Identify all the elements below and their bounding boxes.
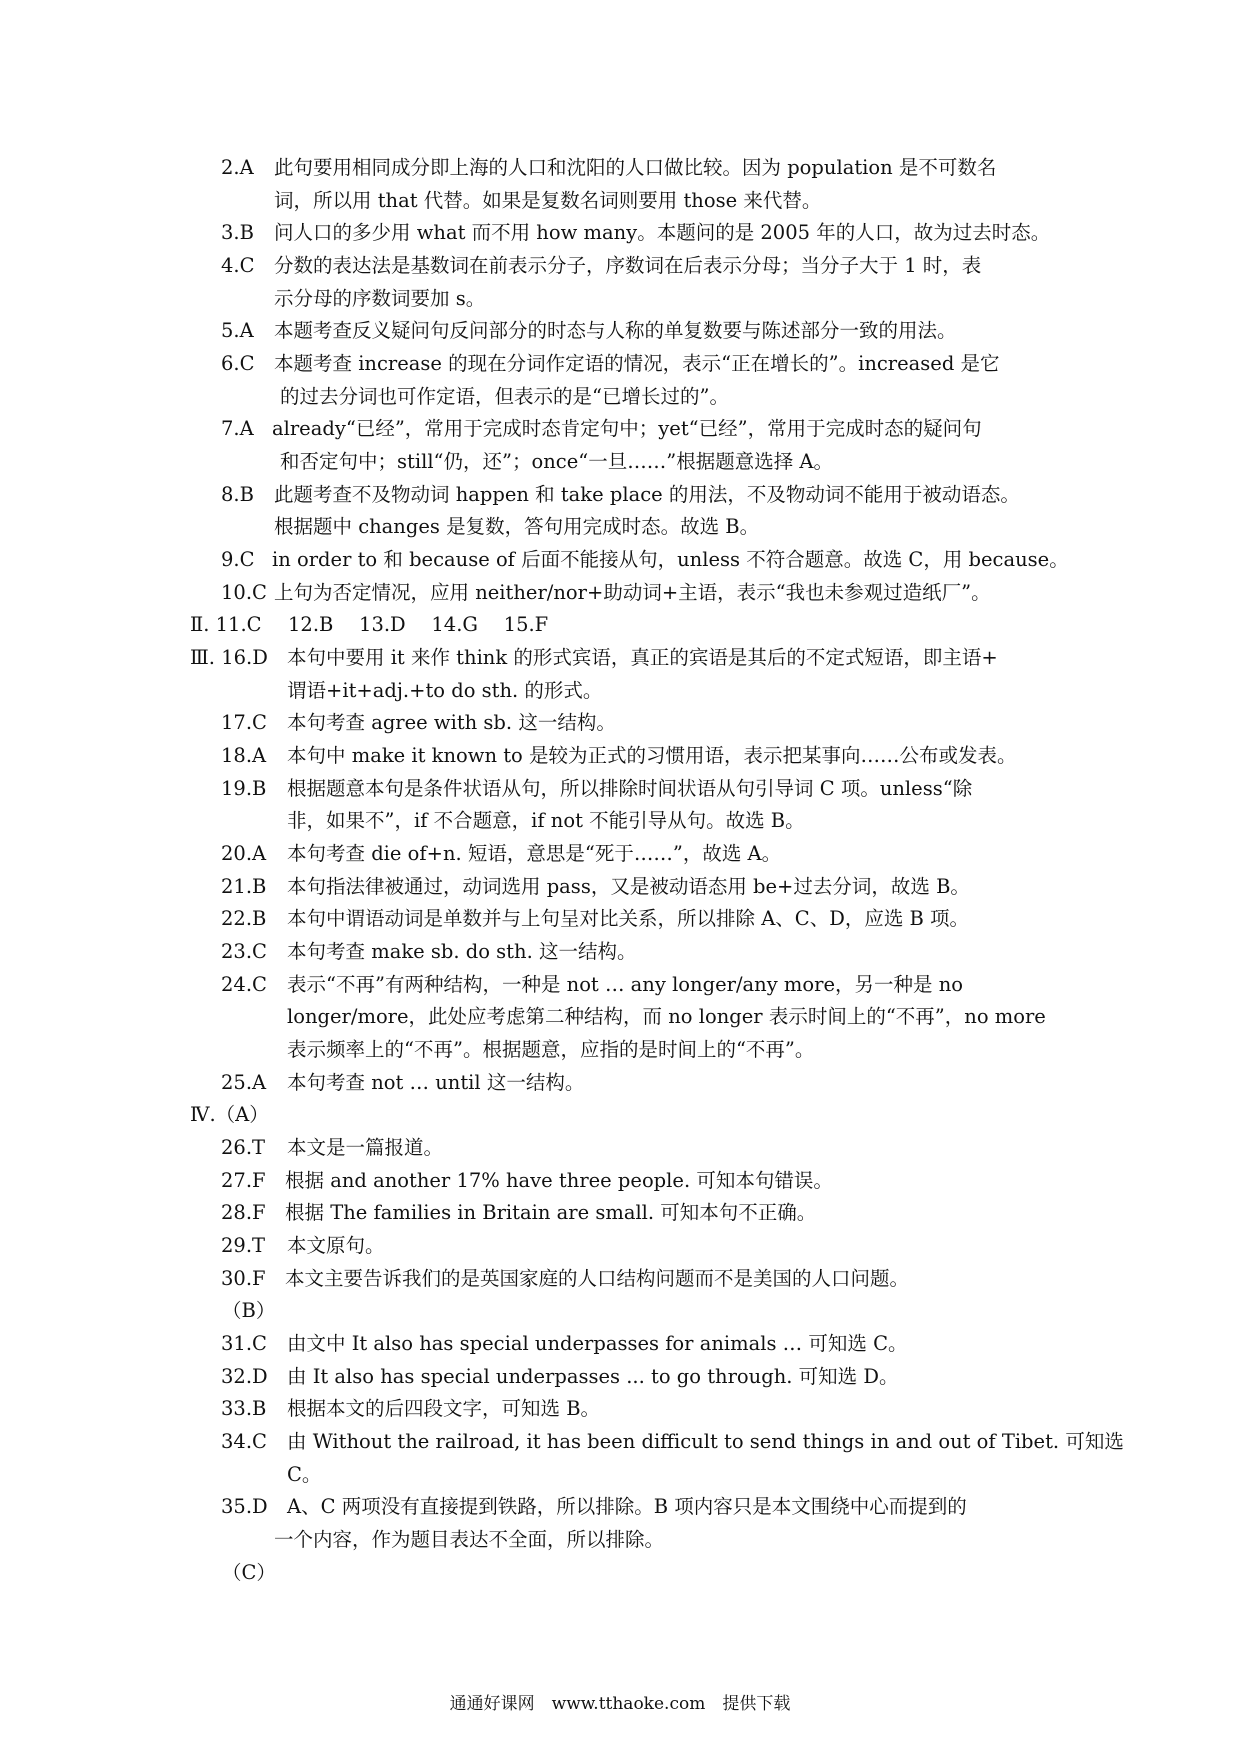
item-text: 一个内容，作为题目表达不全面，所以排除。 [274,1528,665,1551]
item-text: 本句考查 make sb. do sth. 这一结构。 [287,940,637,963]
item-text: 由 It also has special underpasses ... to go through. 可知选 D。 [287,1365,899,1388]
item-text: 根据本文的后四段文字，可知选 B。 [287,1397,601,1420]
item-text: 12.B 13.D 14.G 15.F [288,613,549,636]
item-number: 6.C [221,352,255,375]
item-text: 问人口的多少用 what 而不用 how many。本题问的是 2005 年的人口，故为过去时态。 [274,221,1051,244]
item-text: 本文主要告诉我们的是英国家庭的人口结构问题而不是美国的人口问题。 [285,1267,910,1290]
item-text: longer/more，此处应考虑第二种结构，而 no longer 表示时间上的“不再”，no more [287,1005,1046,1028]
item-number: Ⅲ. 16.D [190,646,268,669]
section-heading: Ⅳ.（A） [190,1103,269,1126]
item-text: already“已经”，常用于完成时态肯定句中；yet“已经”，常用于完成时态的疑问句 [272,417,982,440]
item-number: 19.B [221,777,267,800]
item-text: 的过去分词也可作定语，但表示的是“已增长过的”。 [280,385,729,408]
item-text: 谓语+it+adj.+to do sth. 的形式。 [287,679,603,702]
item-text: 根据 and another 17% have three people. 可知本句错误。 [285,1169,833,1192]
item-text: 本句中谓语动词是单数并与上句呈对比关系，所以排除 A、C、D，应选 B 项。 [287,907,970,930]
item-text: 本文是一篇报道。 [287,1136,444,1159]
item-number: 32.D [221,1365,268,1388]
item-text: C。 [287,1463,322,1486]
item-number: 22.B [221,907,267,930]
item-text: 本题考查 increase 的现在分词作定语的情况，表示“正在增长的”。increased 是它 [274,352,1000,375]
item-number: Ⅱ. 11.C [190,613,262,636]
item-text: 上句为否定情况，应用 neither/nor+助动词+主语，表示“我也未参观过造纸厂”。 [274,581,991,604]
item-text: 示分母的序数词要加 s。 [274,287,486,310]
item-text: 本句指法律被通过，动词选用 pass，又是被动语态用 be+过去分词，故选 B。 [287,875,970,898]
section-heading: （B） [222,1299,276,1322]
item-number: 31.C [221,1332,267,1355]
item-text: 由 Without the railroad, it has been difficult to send things in and out of Tibet. 可知选 [287,1430,1124,1453]
item-text: 根据 The families in Britain are small. 可知本句不正确。 [285,1201,817,1224]
item-number: 8.B [221,483,254,506]
item-number: 21.B [221,875,267,898]
item-number: 7.A [221,417,254,440]
item-number: 2.A [221,156,254,179]
item-number: 30.F [221,1267,266,1290]
item-text: 和否定句中；still“仍，还”；once“一旦……”根据题意选择 A。 [280,450,833,473]
item-text: 本题考查反义疑问句反问部分的时态与人称的单复数要与陈述部分一致的用法。 [274,319,957,342]
page-footer: 通通好课网 www.tthaoke.com 提供下载 [449,1694,791,1714]
item-text: 表示“不再”有两种结构，一种是 not … any longer/any more，另一种是 no [287,973,964,996]
item-number: 10.C [221,581,267,604]
item-number: 25.A [221,1071,267,1094]
item-number: 9.C [221,548,255,571]
item-number: 35.D [221,1495,268,1518]
item-number: 4.C [221,254,255,277]
item-text: 表示频率上的“不再”。根据题意，应指的是时间上的“不再”。 [287,1038,815,1061]
item-number: 20.A [221,842,267,865]
item-number: 27.F [221,1169,266,1192]
item-number: 33.B [221,1397,267,1420]
item-text: 根据题中 changes 是复数，答句用完成时态。故选 B。 [274,515,760,538]
item-text: 本文原句。 [287,1234,385,1257]
item-number: 34.C [221,1430,267,1453]
item-number: 26.T [221,1136,266,1159]
item-text: 本句中 make it known to 是较为正式的习惯用语，表示把某事向……公布或发表。 [287,744,1017,767]
item-text: 此句要用相同成分即上海的人口和沈阳的人口做比较。因为 population 是不可数名 [274,156,997,179]
item-text: 根据题意本句是条件状语从句，所以排除时间状语从句引导词 C 项。unless“除 [287,777,973,800]
item-text: 此题考查不及物动词 happen 和 take place 的用法，不及物动词不能用于被动语态。 [274,483,1020,506]
item-number: 28.F [221,1201,266,1224]
item-number: 29.T [221,1234,266,1257]
item-text: 本句考查 not … until 这一结构。 [287,1071,585,1094]
section-heading: （C） [222,1561,276,1584]
item-number: 5.A [221,319,254,342]
item-number: 17.C [221,711,267,734]
item-text: 由文中 It also has special underpasses for animals … 可知选 C。 [287,1332,908,1355]
item-number: 24.C [221,973,267,996]
item-number: 18.A [221,744,267,767]
item-text: 非，如果不”，if 不合题意，if not 不能引导从句。故选 B。 [287,809,805,832]
item-text: 本句考查 agree with sb. 这一结构。 [287,711,616,734]
item-number: 23.C [221,940,267,963]
item-text: 词，所以用 that 代替。如果是复数名词则要用 those 来代替。 [274,189,822,212]
item-text: in order to 和 because of 后面不能接从句，unless 不符合题意。故选 C，用 because。 [272,548,1069,571]
item-text: 分数的表达法是基数词在前表示分子，序数词在后表示分母；当分子大于 1 时，表 [274,254,982,277]
item-text: 本句中要用 it 来作 think 的形式宾语，真正的宾语是其后的不定式短语，即主语+ [287,646,998,669]
item-number: 3.B [221,221,254,244]
item-text: 本句考查 die of+n. 短语，意思是“死于……”，故选 A。 [287,842,782,865]
item-text: A、C 两项没有直接提到铁路，所以排除。B 项内容只是本文围绕中心而提到的 [287,1495,967,1518]
